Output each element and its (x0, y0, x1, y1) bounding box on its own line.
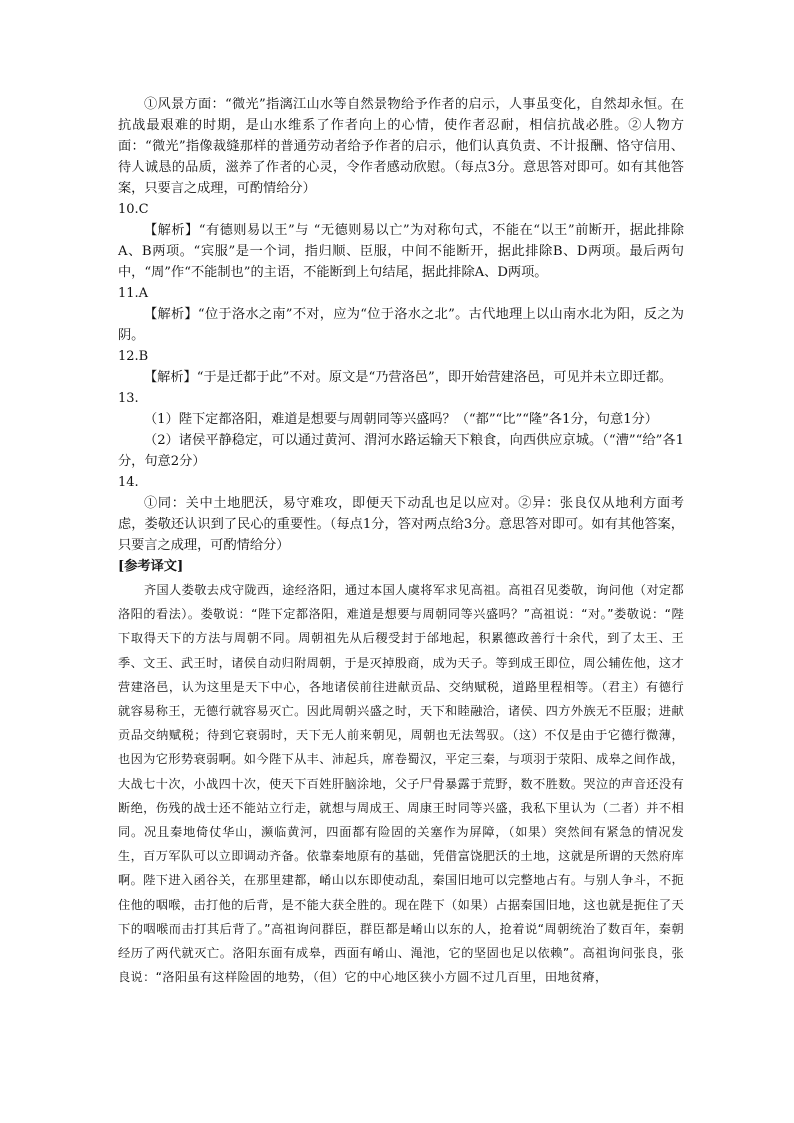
q10-analysis: 【解析】“有德则易以王”与 “无德则易以亡”为对称句式，不能在“以王”前断开，据此排除A、B两项。“宾服”是一个词，指归顺、臣服，中间不能断开，据此排除B、D两项。最后两句中，“周”作“不能制也”的主语，不能断到上句结尾，据此排除A、D两项。 (118, 223, 684, 280)
q14-number: 14. (118, 475, 139, 490)
translation-text: 齐国人娄敬去戍守陇西，途经洛阳，通过本国人虞将军求见高祖。高祖召见娄敬，询问他（对定都洛阳的看法）。娄敬说：“陛下定都洛阳，难道是想要与周朝同等兴盛吗？”高祖说：“对。”娄敬说：“陛下取得天下的方法与周朝不同。周朝祖先从后稷受封于邰地起，积累德政善行十余代，到了太王、王季、文王、武王时，诸侯自动归附周朝，于是灭掉殷商，成为天子。等到成王即位，周公辅佐他，这才营建洛邑，认为这里是天下中心，各地诸侯前往进献贡品、交纳赋税，道路里程相等。（君主）有德行就容易称王，无德行就容易灭亡。因此周朝兴盛之时，天下和睦融洽，诸侯、四方外族无不臣服；进献贡品交纳赋税；待到它衰弱时，天下无人前来朝见，周朝也无法驾驭。（这）不仅是由于它德行微薄，也因为它形势衰弱啊。如今陛下从丰、沛起兵，席卷蜀汉，平定三秦，与项羽于荥阳、成皋之间作战，大战七十次，小战四十次，使天下百姓肝脑涂地，父子尸骨暴露于荒野，数不胜数。哭泣的声音还没有断绝，伤残的战士还不能站立行走，就想与周成王、周康王时同等兴盛，我私下里认为（二者）并不相同。况且秦地倚仗华山，濒临黄河，四面都有险固的关塞作为屏障，（如果）突然间有紧急的情况发生，百万军队可以立即调动齐备。依靠秦地原有的基础，凭借富饶肥沃的土地，这就是所谓的天然府库啊。陛下进入函谷关，在那里建都，崤山以东即使动乱，秦国旧地可以完整地占有。与别人争斗，不扼住他的咽喉，击打他的后背，是不能大获全胜的。现在陛下（如果）占据秦国旧地，这也就是扼住了天下的咽喉而击打其后背了。”高祖询问群臣，群臣都是崤山以东的人，抢着说“周朝统治了数百年，秦朝经历了两代就灭亡。洛阳东面有成皋，西面有崤山、渑池，它的坚固也足以依赖”。高祖询问张良，张良说：“洛阳虽有这样险固的地势，（但）它的中心地区狭小方圆不过几百里，田地贫瘠， (118, 583, 684, 985)
q12-analysis: 【解析】“于是迁都于此”不对。原文是“乃营洛邑”，即开始营建洛邑，可见并未立即迁都。 (144, 370, 673, 385)
q14-answer: ①同：关中土地肥沃，易守难攻，即便天下动乱也足以应对。②异：张良仅从地利方面考虑，娄敬还认识到了民心的重要性。（每点1分，答对两点给3分。意思答对即可。如有其他答案，只要言之成理，可酌情给分） (118, 496, 684, 553)
q13-answer-1: （1）陛下定都洛阳，难道是想要与周朝同等兴盛吗？（“都”“比”“隆”各1分，句意1分） (144, 412, 658, 427)
q9-answer-paragraph: ①风景方面：“微光”指漓江山水等自然景物给予作者的启示，人事虽变化，自然却永恒。在抗战最艰难的时期，是山水维系了作者向上的心情，使作者忍耐，相信抗战必胜。②人物方面：“微光”指像裁缝那样的普通劳动者给予作者的启示，他们认真负责、不计报酬、恪守信用、待人诚恳的品质，滋养了作者的心灵，令作者感动欣慰。（每点3分。意思答对即可。如有其他答案，只要言之成理，可酌情给分） (118, 97, 684, 196)
q10-number: 10.C (118, 202, 149, 217)
q11-number: 11.A (118, 286, 149, 301)
q13-answer-2: （2）诸侯平静稳定，可以通过黄河、渭河水路运输天下粮食，向西供应京城。（“漕”“给”各1分，句意2分） (118, 433, 684, 469)
q13-number: 13. (118, 391, 139, 406)
answer-document (118, 94, 684, 989)
q11-analysis: 【解析】“位于洛水之南”不对，应为“位于洛水之北”。古代地理上以山南水北为阳，反之为阴。 (118, 307, 684, 343)
translation-heading: [参考译文] (118, 559, 184, 574)
q12-number: 12.B (118, 349, 149, 364)
